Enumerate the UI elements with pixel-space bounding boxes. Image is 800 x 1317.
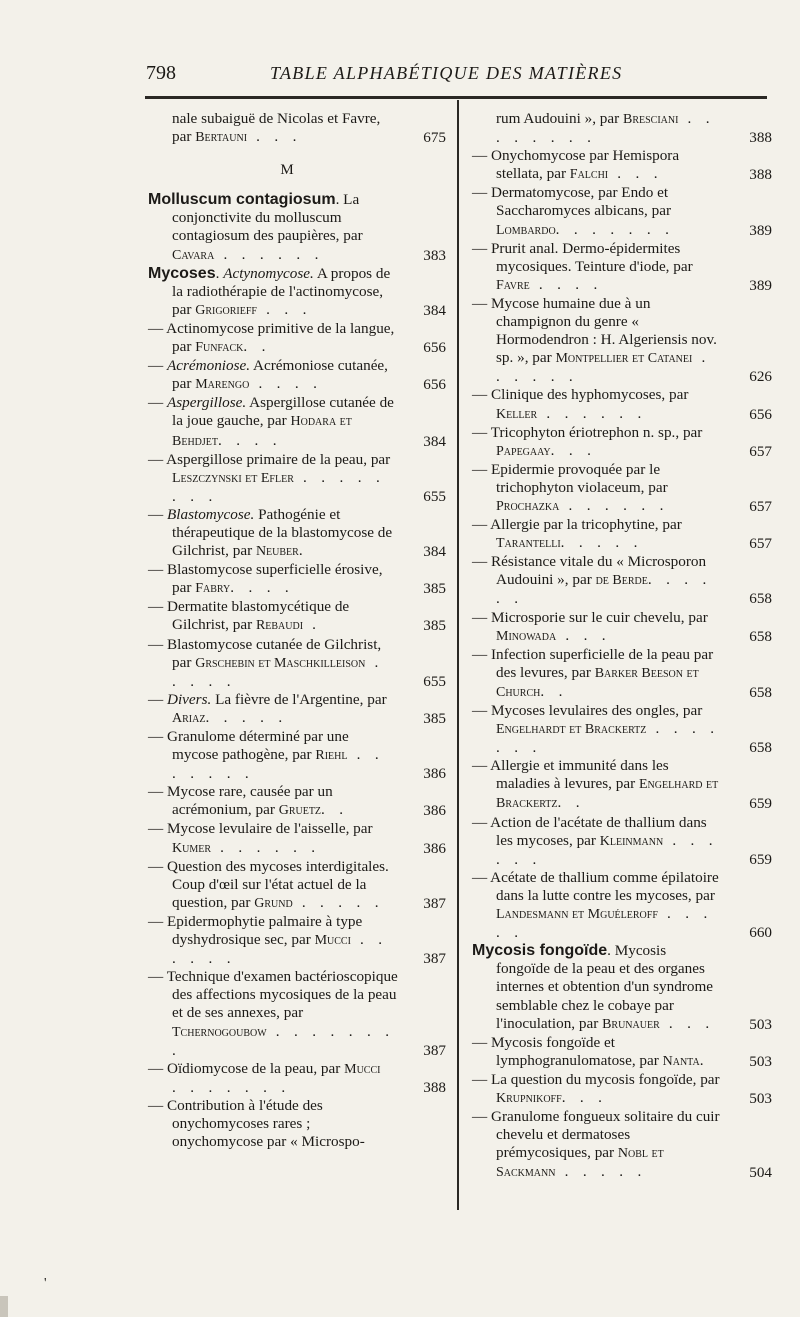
index-entry: — Mycose rare, causée par un acrémonium, par Gruetz. . 386 bbox=[148, 783, 446, 820]
author-name: Bresciani bbox=[622, 112, 679, 127]
author-name: de Berde bbox=[595, 573, 648, 589]
author-name: Grschebin et Maschkilleison bbox=[195, 655, 366, 671]
page-ref: 675 bbox=[423, 129, 446, 147]
index-entry: — Microsporie sur le cuir chevelu, par Minowada . . . 658 bbox=[472, 608, 772, 645]
page-ref: 658 bbox=[749, 683, 772, 701]
author-name: Ariaz bbox=[172, 710, 206, 726]
page-ref: 657 bbox=[749, 497, 772, 515]
author-name: Prochazka bbox=[496, 498, 560, 514]
page-ref: 503 bbox=[749, 1089, 772, 1107]
page-ref: 658 bbox=[749, 739, 772, 757]
index-heading-molluscum: Molluscum contagiosum. La conjonctivite du molluscum contagiosum des paupières, par Cavara . . . . . . 383 bbox=[148, 191, 446, 264]
page-ref: 657 bbox=[749, 442, 772, 460]
margin-mark: ' bbox=[44, 1276, 47, 1291]
index-entry: — Technique d'examen bactérioscopique des affections mycosiques de la peau et de ses annexes, par Tchernogoubow . . . . . . . . 387 bbox=[148, 968, 446, 1059]
index-entry: — Acétate de thallium comme épilatoire dans la lutte contre les mycoses, par Landesmann et Mguéleroff . . . . . 660 bbox=[472, 868, 772, 942]
page-ref: 655 bbox=[423, 672, 446, 690]
keyword: Molluscum contagiosum bbox=[148, 191, 336, 209]
author-name: Grund bbox=[254, 895, 293, 911]
index-entry-continuation: nale subaiguë de Nicolas et Favre, par Bertauni . . . 675 bbox=[172, 110, 446, 147]
author-name: Cavara bbox=[172, 247, 215, 263]
index-entry: — Clinique des hyphomycoses, par Keller . . . . . . 656 bbox=[472, 386, 772, 423]
author-name: Engelhard et Brackertz bbox=[496, 777, 719, 812]
author-name: Nobl et Sackmann bbox=[496, 1146, 664, 1181]
page-ref: 386 bbox=[423, 839, 446, 857]
author-name: Barker Beeson et Church bbox=[496, 665, 699, 700]
author-name: Gruetz bbox=[278, 803, 322, 819]
page-ref: 383 bbox=[423, 246, 446, 264]
author-name: Nanta bbox=[662, 1053, 700, 1069]
page-number: 798 bbox=[146, 62, 176, 84]
author-name: Grigorieff bbox=[195, 302, 257, 318]
author-name: Papegaay bbox=[496, 443, 551, 459]
index-entry: — Oïdiomycose de la peau, par Mucci . . . . . . . 388 bbox=[148, 1059, 446, 1096]
index-entry: — Epidermophytie palmaire à type dyshydrosique sec, par Mucci . . . . . . 387 bbox=[148, 912, 446, 968]
index-entry: — Blastomycose cutanée de Gilchrist, par Grschebin et Maschkilleison . . . . . 655 bbox=[148, 635, 446, 690]
header-rule bbox=[145, 96, 767, 99]
index-entry: — Blastomycose superficielle érosive, par Fabry. . . . 385 bbox=[148, 561, 446, 598]
author-name: Kleinmann bbox=[599, 833, 664, 849]
author-name: Tchernogoubow bbox=[172, 1024, 267, 1040]
index-entry: — Tricophyton ériotrephon n. sp., par Papegaay. . . 657 bbox=[472, 423, 772, 460]
page-ref: 656 bbox=[423, 376, 446, 394]
index-entry: — Allergie et immunité dans les maladies à levures, par Engelhard et Brackertz. . 659 bbox=[472, 757, 772, 813]
right-column bbox=[472, 110, 770, 1182]
index-entry: — Mycose humaine due à un champignon du genre « Hormodendron : H. Algeriensis nov. sp. », par Montpellier et Catanei . . . . . . 626 bbox=[472, 294, 772, 386]
page-ref: 385 bbox=[423, 580, 446, 598]
author-name: Landesmann et Mguéleroff bbox=[496, 907, 658, 923]
index-entry: — Granulome fongueux solitaire du cuir chevelu et dermatoses prémycosiques, par Nobl et Sackmann . . . . . 504 bbox=[472, 1108, 772, 1182]
index-entry: — Question des mycoses interdigitales. Coup d'œil sur l'état actuel de la question, par Grund . . . . . 387 bbox=[148, 857, 446, 912]
author-name: Mucci bbox=[344, 1061, 381, 1077]
index-entry: — Dermatite blastomycétique de Gilchrist, par Rebaudi . 385 bbox=[148, 598, 446, 635]
page-ref: 387 bbox=[423, 1041, 446, 1059]
page-ref: 384 bbox=[423, 301, 446, 319]
index-entry: — Mycoses levulaires des ongles, par Engelhardt et Brackertz . . . . . . . 658 bbox=[472, 702, 772, 757]
author-name: Rebaudi bbox=[255, 618, 304, 634]
author-name: Minowada bbox=[496, 628, 557, 644]
page-ref: 503 bbox=[749, 1052, 772, 1070]
author-name: Neuber bbox=[255, 544, 299, 560]
page-edge bbox=[0, 1296, 8, 1317]
index-entry: — Mycose levulaire de l'aisselle, par Kumer . . . . . . 386 bbox=[148, 820, 446, 857]
index-entry: — Acrémoniose. Acrémoniose cutanée, par Marengo . . . . 656 bbox=[148, 357, 446, 394]
keyword: Mycosis fongoïde bbox=[472, 942, 608, 960]
page-ref: 659 bbox=[749, 795, 772, 813]
index-entry: — Mycosis fongoïde et lymphogranulomatose, par Nanta. 503 bbox=[472, 1033, 772, 1070]
author-name: Montpellier et Catanei bbox=[555, 351, 693, 367]
index-entry: — Infection superficielle de la peau par des levures, par Barker Beeson et Church. . 658 bbox=[472, 645, 772, 701]
page-ref: 388 bbox=[423, 1078, 446, 1096]
page-ref: 655 bbox=[423, 487, 446, 505]
page-ref: 504 bbox=[749, 1164, 772, 1182]
author-name: Kumer bbox=[172, 840, 212, 856]
page-ref: 387 bbox=[423, 894, 446, 912]
index-entry: — Prurit anal. Dermo-épidermites mycosiques. Teinture d'iode, par Favre . . . . 389 bbox=[472, 239, 772, 294]
page-ref: 388 bbox=[749, 166, 772, 184]
page-ref: 658 bbox=[749, 590, 772, 608]
page-ref: 626 bbox=[749, 368, 772, 386]
page-ref: 389 bbox=[749, 221, 772, 239]
index-entry: — La question du mycosis fongoïde, par Krupnikoff. . . 503 bbox=[472, 1070, 772, 1107]
author-name: Hodara et Behdjet bbox=[172, 414, 352, 449]
page-ref: 387 bbox=[423, 950, 446, 968]
author-name: Tarantelli bbox=[496, 536, 561, 552]
page-ref: 656 bbox=[423, 339, 446, 357]
left-column bbox=[148, 110, 446, 1151]
page-ref: 659 bbox=[749, 850, 772, 868]
author-name: Mucci bbox=[314, 933, 351, 949]
author-name: Falchi bbox=[569, 167, 609, 183]
author-name: Favre bbox=[496, 277, 530, 293]
author-name: Keller bbox=[496, 406, 538, 422]
page-ref: 386 bbox=[423, 802, 446, 820]
page-ref: 385 bbox=[423, 617, 446, 635]
index-entry: — Blastomycose. Pathogénie et thérapeutique de la blastomycose de Gilchrist, par Neuber. 384 bbox=[148, 505, 446, 561]
running-title: TABLE ALPHABÉTIQUE DES MATIÈRES bbox=[270, 63, 623, 83]
page-ref: 385 bbox=[423, 709, 446, 727]
index-entry: — Aspergillose. Aspergillose cutanée de la joue gauche, par Hodara et Behdjet. . . . 384 bbox=[148, 394, 446, 450]
author-name: Leszczynski et Efler bbox=[172, 470, 294, 486]
letter-heading: M bbox=[280, 162, 294, 179]
index-entry: — Actinomycose primitive de la langue, par Funfack. . 656 bbox=[148, 319, 446, 357]
page-ref: 386 bbox=[423, 765, 446, 783]
page-ref: 388 bbox=[749, 129, 772, 147]
page-ref: 656 bbox=[749, 405, 772, 423]
author-name: Fabry bbox=[195, 581, 231, 597]
index-entry: — Divers. La fièvre de l'Argentine, par Ariaz. . . . . 385 bbox=[148, 690, 446, 727]
keyword: Mycoses bbox=[148, 264, 216, 282]
author-name: Bertauni bbox=[195, 130, 248, 146]
author-name: Riehl bbox=[315, 748, 348, 764]
index-entry: — Epidermie provoquée par le trichophyton violaceum, par Prochazka . . . . . . 657 bbox=[472, 460, 772, 515]
index-heading-mycosis-fongoide: Mycosis fongoïde. Mycosis fongoïde de la peau et des organes internes et obtention d'un syndrome semblable chez le cobaye par l'inoculation, par Brunauer . . . 503 bbox=[472, 942, 772, 1033]
page-ref: 660 bbox=[749, 924, 772, 942]
index-heading-mycoses: Mycoses. Actynomycose. A propos de la radiothérapie de l'actinomycose, par Grigorieff . . . 384 bbox=[148, 264, 446, 319]
author-name: Brunauer bbox=[602, 1016, 660, 1032]
page-ref: 658 bbox=[749, 627, 772, 645]
author-name: Lombardo bbox=[496, 222, 556, 238]
index-entry: — Allergie par la tricophytine, par Tarantelli. . . . . 657 bbox=[472, 516, 772, 553]
page-ref: 384 bbox=[423, 432, 446, 450]
author-name: Marengo bbox=[195, 377, 250, 393]
index-entry: — Dermatomycose, par Endo et Saccharomyces albicans, par Lombardo. . . . . . . 389 bbox=[472, 184, 772, 239]
index-entry: — Contribution à l'étude des onychomycoses rares ; onychomycose par « Microspo- bbox=[148, 1096, 365, 1151]
index-entry: — Onychomycose par Hemispora stellata, par Falchi . . . 388 bbox=[472, 147, 772, 184]
page-ref: 503 bbox=[749, 1015, 772, 1033]
page-ref: 389 bbox=[749, 276, 772, 294]
index-entry: — Aspergillose primaire de la peau, par Leszczynski et Efler . . . . . . . . 655 bbox=[148, 450, 446, 505]
index-entry: — Résistance vitale du « Microsporon Audouini », par de Berde. . . . . . 658 bbox=[472, 553, 772, 608]
page-ref: 384 bbox=[423, 543, 446, 561]
column-divider bbox=[457, 100, 459, 1210]
index-entry: — Granulome déterminé par une mycose pathogène, par Riehl . . . . . . . 386 bbox=[148, 728, 446, 783]
index-entry: — Action de l'acétate de thallium dans les mycoses, par Kleinmann . . . . . . 659 bbox=[472, 813, 772, 868]
author-name: Krupnikoff bbox=[496, 1090, 562, 1106]
author-name: Funfack bbox=[195, 340, 244, 356]
index-entry-continuation: rum Audouini », par Bresciani . . . . . . . . 388 bbox=[496, 110, 772, 147]
page-ref: 657 bbox=[749, 535, 772, 553]
author-name: Engelhardt et Brackertz bbox=[496, 722, 647, 738]
